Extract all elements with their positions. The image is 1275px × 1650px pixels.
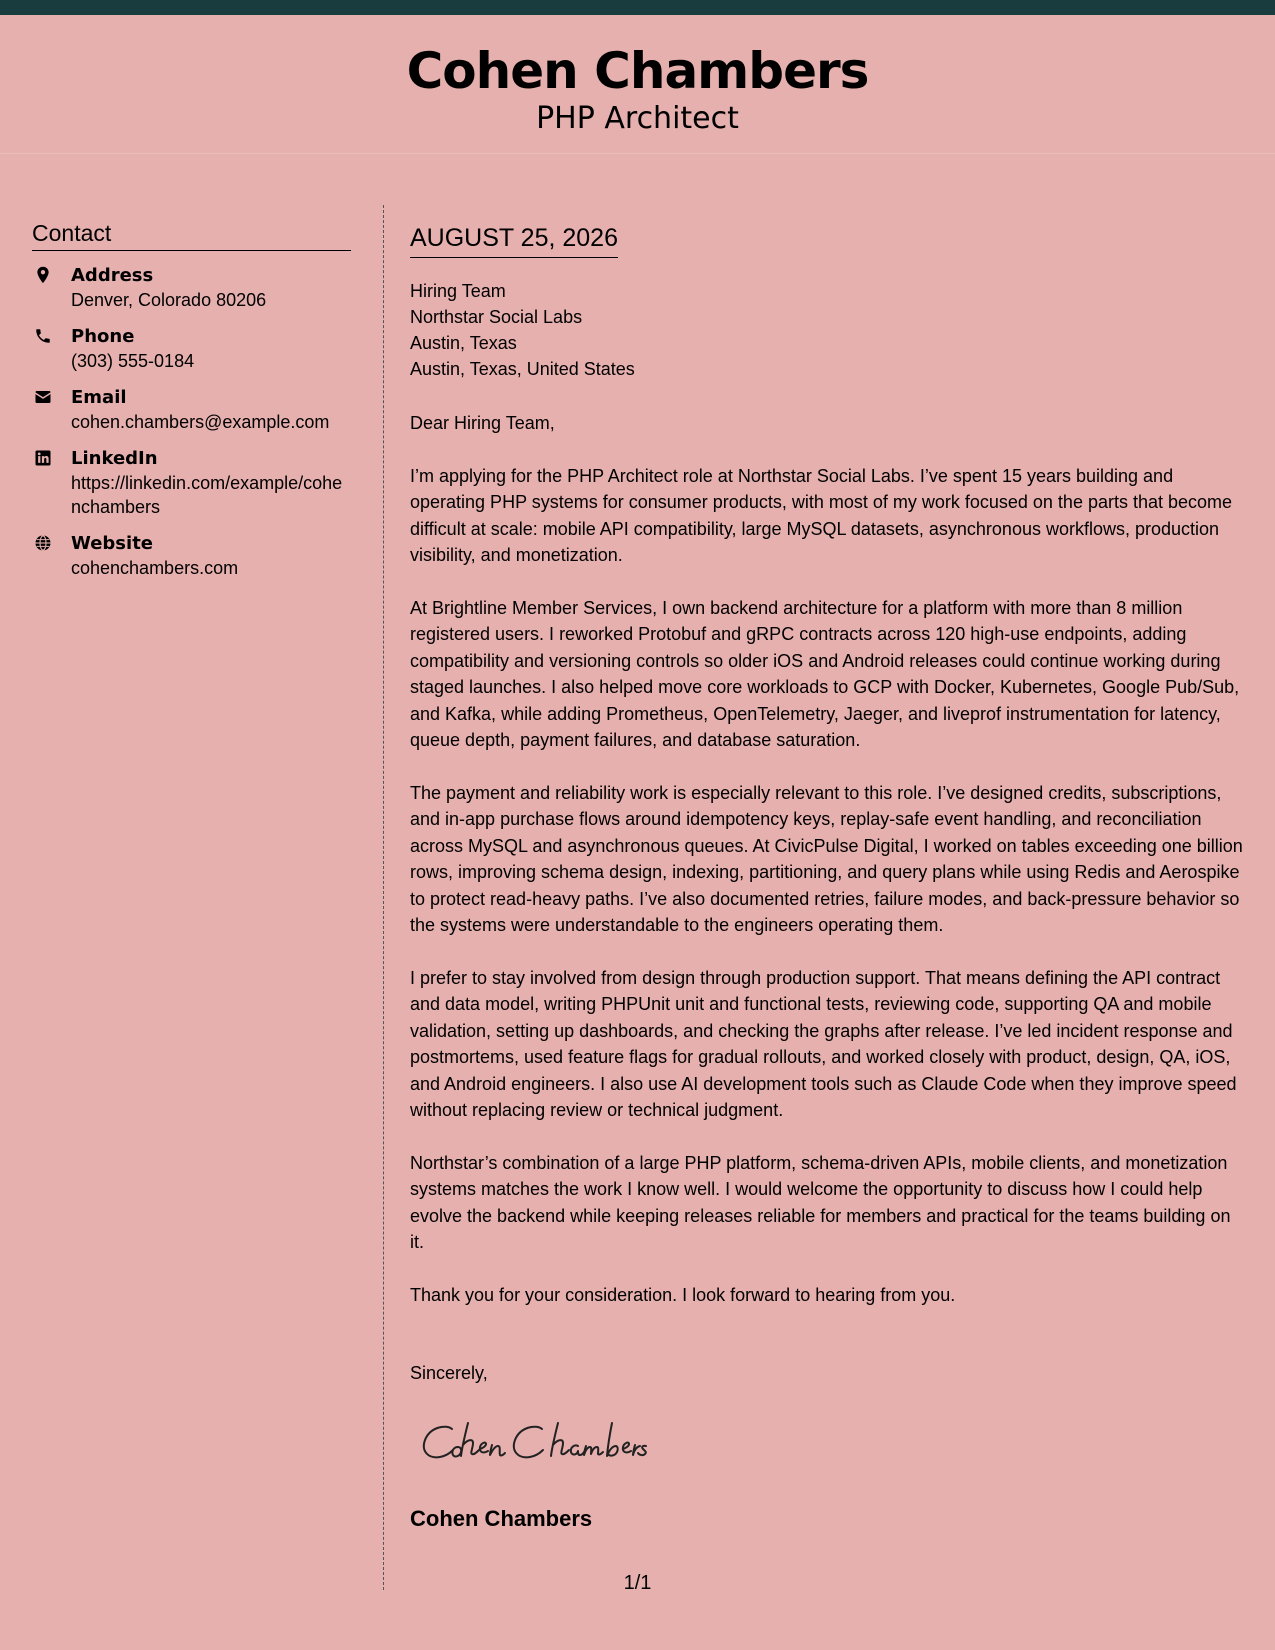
email-label: Email	[71, 387, 127, 408]
recipient-line: Northstar Social Labs	[410, 307, 583, 327]
letter-date: AUGUST 25, 2026	[410, 221, 618, 258]
header	[0, 15, 1275, 154]
letter-paragraph: Thank you for your consideration. I look forward to hearing from you.	[410, 1284, 956, 1305]
signer-name: Cohen Chambers	[410, 1506, 593, 1531]
linkedin-icon	[34, 449, 52, 467]
linkedin-label: LinkedIn	[71, 448, 158, 469]
linkedin-value: https://linkedin.com/example/cohenchambers	[71, 473, 343, 517]
recipient-line: Austin, Texas	[410, 333, 517, 353]
website-value: cohenchambers.com	[71, 558, 239, 578]
contact-item-address	[32, 263, 351, 312]
applicant-name: Cohen Chambers	[406, 42, 869, 100]
contact-item-website	[32, 531, 351, 580]
letter-paragraph: I prefer to stay involved from design through production support. That means defining the API contract and data model, writing PHPUnit unit and functional tests, reviewing code, supporting QA and mobile validation, setting up dashboards, and checking the graphs after release. I’ve led incident response and postmortems, used feature flags for gradual rollouts, and worked closely with product, design, QA, iOS, and Android engineers. I also use AI development tools such as Claude Code when they improve speed without replacing review or technical judgment.	[410, 967, 1237, 1120]
phone-icon	[34, 327, 52, 345]
phone-label: Phone	[71, 326, 135, 347]
map-pin-icon	[34, 266, 52, 284]
closing: Sincerely,	[410, 1363, 488, 1383]
applicant-role: PHP Architect	[536, 101, 739, 136]
recipient-line: Austin, Texas, United States	[410, 359, 635, 379]
contact-title: Contact	[32, 218, 351, 251]
handwritten-signature	[418, 1415, 678, 1475]
contact-item-linkedin	[32, 446, 351, 519]
contact-item-email	[32, 385, 351, 434]
column-divider	[383, 205, 384, 1590]
salutation: Dear Hiring Team,	[410, 413, 555, 433]
letter-paragraph: At Brightline Member Services, I own backend architecture for a platform with more than 8 million registered users. I reworked Protobuf and gRPC contracts across 120 high-use endpoints, adding compatibility and versioning controls so older iOS and Android releases could continue working during staged launches. I also helped move core workloads to GCP with Docker, Kubernetes, Google Pub/Sub, and Kafka, while adding Prometheus, OpenTelemetry, Jaeger, and liveprof instrumentation for latency, queue depth, payment failures, and database saturation.	[410, 597, 1240, 750]
contact-item-phone	[32, 324, 351, 373]
letter-paragraph: I’m applying for the PHP Architect role at Northstar Social Labs. I’ve spent 15 years building and operating PHP systems for consumer products, with most of my work focused on the parts that become difficult at scale: mobile API compatibility, large MySQL datasets, asynchronous workflows, production visibility, and monetization.	[410, 465, 1233, 565]
letter-body	[410, 221, 1245, 1534]
letter-paragraph: Northstar’s combination of a large PHP platform, schema-driven APIs, mobile clients, and monetization systems matches the work I know well. I would welcome the opportunity to discuss how I could help evolve the backend while keeping releases reliable for members and practical for the teams building on it.	[410, 1152, 1231, 1252]
email-value: cohen.chambers@example.com	[71, 412, 330, 432]
address-label: Address	[71, 265, 154, 286]
website-label: Website	[71, 533, 154, 554]
recipient-line: Hiring Team	[410, 281, 506, 301]
phone-value: (303) 555-0184	[71, 351, 195, 371]
letter-paragraph: The payment and reliability work is especially relevant to this role. I’ve designed credits, subscriptions, and in-app purchase flows around idempotency keys, replay-safe event handling, and reconciliation across MySQL and asynchronous queues. At CivicPulse Digital, I worked on tables exceeding one billion rows, improving schema design, indexing, partitioning, and query plans while using Redis and Aerospike to protect read-heavy paths. I’ve also documented retries, failure modes, and back-pressure behavior so the systems were understandable to the engineers operating them.	[410, 782, 1243, 935]
envelope-icon	[34, 388, 52, 406]
address-value: Denver, Colorado 80206	[71, 290, 267, 310]
top-bar	[0, 0, 1275, 15]
globe-icon	[34, 534, 52, 552]
page-number: 1/1	[623, 1572, 652, 1594]
recipient-block	[410, 278, 1245, 382]
contact-sidebar	[32, 218, 351, 592]
